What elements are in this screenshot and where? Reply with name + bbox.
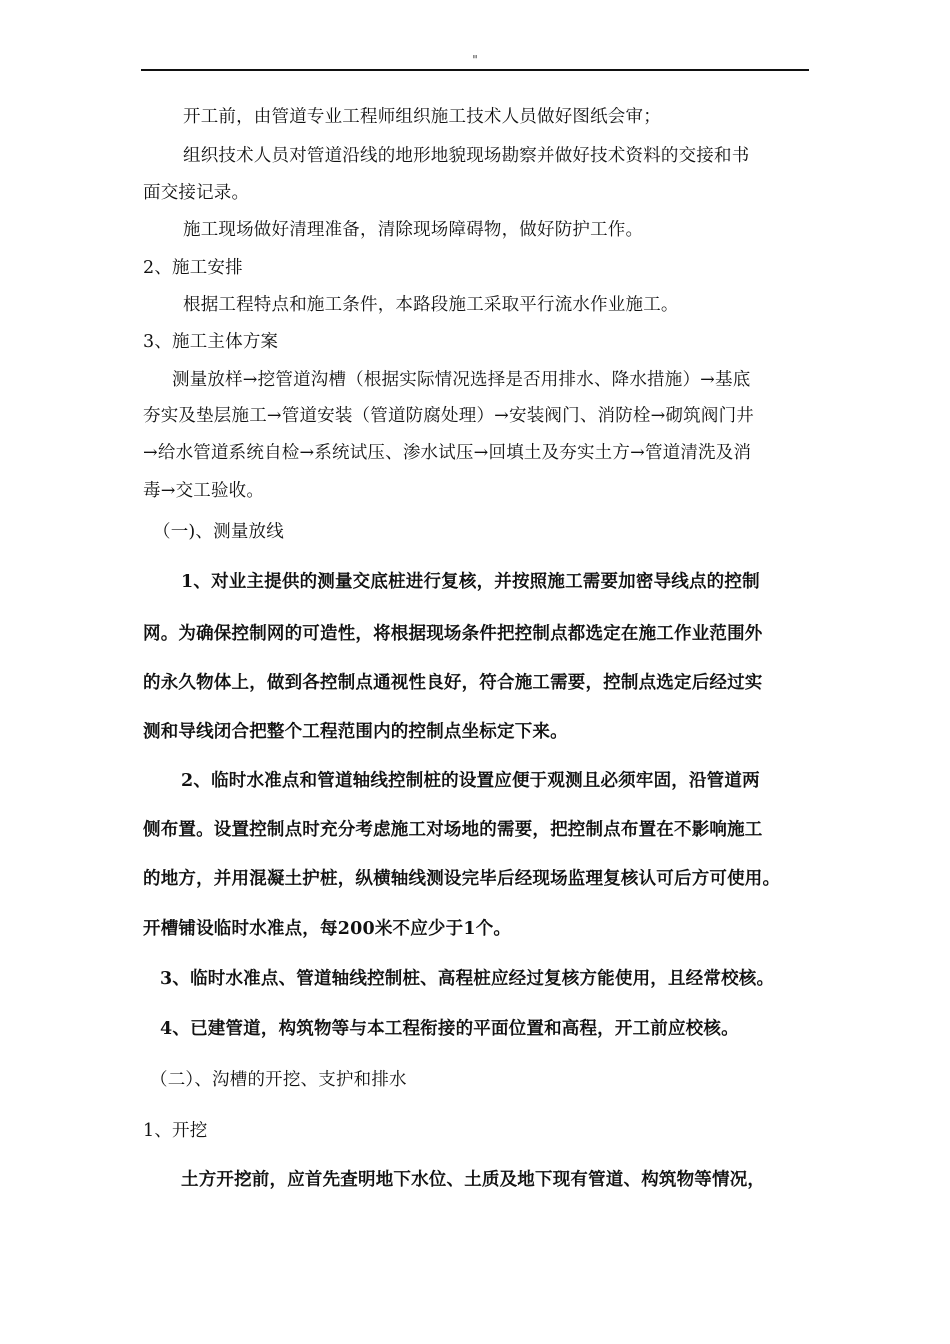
paragraph-line: 土方开挖前，应首先查明地下水位、土质及地下现有管道、构筑物等情况， [181,1170,766,1190]
paragraph-line: 2、临时水准点和管道轴线控制桩的设置应便于观测且必须牢固，沿管道两 [181,771,760,791]
paragraph-line: 的地方，并用混凝土护桩，纵横轴线测设完毕后经现场监理复核认可后方可使用。 [143,869,781,889]
paragraph-line: 毒→交工验收。 [143,481,265,501]
paragraph-line: 开槽铺设临时水准点，每200米不应少于1个。 [143,919,512,939]
paragraph-line: 测量放样→挖管道沟槽（根据实际情况选择是否用排水、降水措施）→基底 [172,370,751,390]
paragraph-line: 施工现场做好清理准备，清除现场障碍物，做好防护工作。 [183,220,644,240]
paragraph-line: 面交接记录。 [143,183,250,203]
paragraph-line: 网。为确保控制网的可造性，将根据现场条件把控制点都选定在施工作业范围外 [143,624,763,644]
section-heading: 1、开挖 [143,1121,208,1141]
paragraph-line: 开工前，由管道专业工程师组织施工技术人员做好图纸会审； [183,107,661,127]
paragraph-line: 4、已建管道，构筑物等与本工程衔接的平面位置和高程，开工前应校核。 [160,1019,739,1039]
header-rule [141,69,809,71]
paragraph-line: 测和导线闭合把整个工程范围内的控制点坐标定下来。 [143,722,568,742]
section-heading: 3、施工主体方案 [143,332,279,352]
paragraph-line: 夯实及垫层施工→管道安装（管道防腐处理）→安装阀门、消防栓→砌筑阀门井 [143,406,754,426]
subsection-heading: （二）、沟槽的开挖、支护和排水 [150,1070,407,1090]
paragraph-line: 侧布置。设置控制点时充分考虑施工对场地的需要，把控制点布置在不影响施工 [143,820,763,840]
paragraph-line: →给水管道系统自检→系统试压、渗水试压→回填土及夯实土方→管道清洗及消 [143,443,752,463]
paragraph-line: 1、对业主提供的测量交底桩进行复核，并按照施工需要加密导线点的控制 [181,572,760,592]
paragraph-line: 3、临时水准点、管道轴线控制桩、高程桩应经过复核方能使用，且经常校核。 [160,969,775,989]
paragraph-line: 根据工程特点和施工条件，本路段施工采取平行流水作业施工。 [183,295,679,315]
paragraph-line: 的永久物体上，做到各控制点通视性良好，符合施工需要，控制点选定后经过实 [143,673,763,693]
paragraph-line: 组织技术人员对管道沿线的地形地貌现场勘察并做好技术资料的交接和书 [183,146,750,166]
page-header-mark: " [472,53,478,67]
section-heading: 2、施工安排 [143,258,243,278]
subsection-heading: （一)、测量放线 [153,522,284,542]
